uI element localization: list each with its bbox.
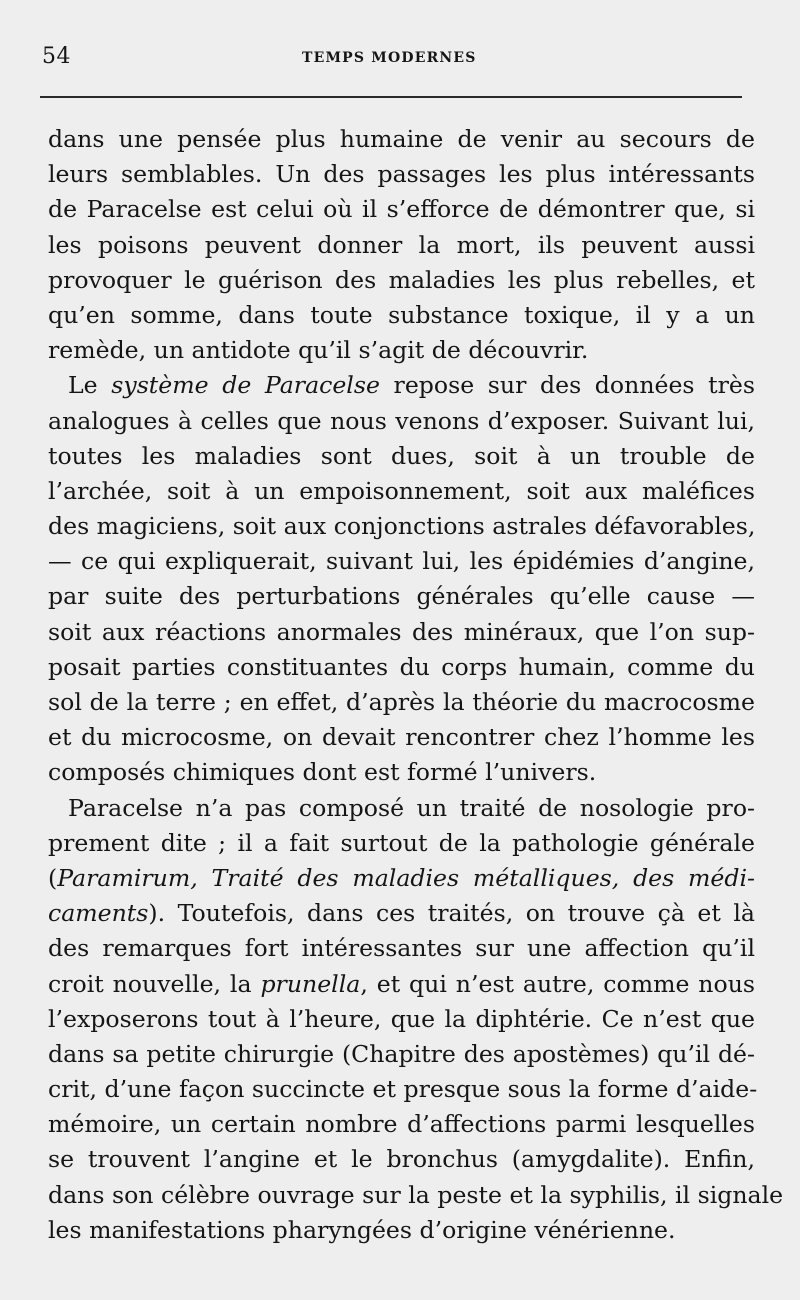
text-line: posait parties constituantes du corps humain, comme du — [48, 652, 755, 681]
paragraph-3 — [48, 791, 784, 1248]
page-number: 54 — [42, 44, 71, 69]
italic-title: caments — [48, 899, 149, 928]
text-line — [48, 368, 755, 403]
text-run: ). Toutefois, dans ces traités, on trouve çà et là — [148, 899, 755, 928]
text-line: remède, un antidote qu’il s’agit de découvrir. — [48, 336, 589, 365]
text-line: les manifestations pharyngées d’origine vénérienne. — [48, 1215, 676, 1244]
text-line: leurs semblables. Un des passages les plus intéressants — [48, 160, 755, 189]
text-line: dans son célèbre ouvrage sur la peste et la syphilis, il signale — [48, 1180, 784, 1209]
italic-title: système de Paracelse — [111, 371, 380, 400]
text-line: soit aux réactions anormales des minéraux, que l’on sup- — [48, 617, 755, 646]
text-line: se trouvent l’angine et le bronchus (amygdalite). Enfin, — [48, 1145, 755, 1174]
header-rule — [40, 96, 742, 98]
body-text — [48, 122, 784, 1248]
text-line: crit, d’une façon succincte et presque sous la forme d’aide- — [48, 1075, 758, 1104]
text-line: toutes les maladies sont dues, soit à un trouble de — [48, 441, 755, 470]
text-run: Le — [68, 371, 112, 400]
page-header — [42, 44, 742, 78]
text-line — [48, 861, 755, 896]
text-line: dans sa petite chirurgie (Chapitre des apostèmes) qu’il dé- — [48, 1039, 755, 1068]
text-line: et du microcosme, on devait rencontrer chez l’homme les — [48, 723, 755, 752]
italic-term: prunella — [260, 969, 361, 998]
text-line: des magiciens, soit aux conjonctions astrales défavorables, — [48, 512, 756, 541]
text-line: prement dite ; il a fait surtout de la pathologie générale — [48, 828, 755, 857]
text-run: ( — [48, 863, 58, 892]
text-line — [48, 967, 755, 1002]
italic-titles: Paramirum, Traité des maladies métalliques, des médi- — [57, 863, 755, 892]
text-line: composés chimiques dont est formé l’univers. — [48, 758, 597, 787]
text-line — [48, 896, 755, 931]
text-run: repose sur des données très — [379, 371, 755, 400]
paragraph-1 — [48, 122, 755, 368]
text-run: croit nouvelle, la — [48, 969, 261, 998]
text-run: , et qui n’est autre, comme nous — [360, 969, 755, 998]
text-line: de Paracelse est celui où il s’efforce de démontrer que, si — [48, 195, 755, 224]
text-line: — ce qui expliquerait, suivant lui, les épidémies d’angine, — [48, 547, 755, 576]
text-line: l’archée, soit à un empoisonnement, soit aux maléfices — [48, 476, 755, 505]
text-line: sol de la terre ; en effet, d’après la théorie du macrocosme — [48, 688, 755, 716]
text-line: provoquer le guérison des maladies les plus rebelles, et — [48, 265, 755, 294]
paragraph-2 — [48, 368, 755, 790]
text-line: par suite des perturbations générales qu’elle cause — — [48, 582, 755, 611]
text-line: les poisons peuvent donner la mort, ils peuvent aussi — [48, 230, 755, 259]
text-line: analogues à celles que nous venons d’exposer. Suivant lui, — [48, 406, 755, 435]
text-line: dans une pensée plus humaine de venir au secours de — [48, 125, 755, 153]
text-line: mémoire, un certain nombre d’affections parmi lesquelles — [48, 1110, 755, 1139]
text-line: des remarques fort intéressantes sur une affection qu’il — [48, 934, 755, 963]
text-line: Paracelse n’a pas composé un traité de nosologie pro- — [68, 793, 755, 822]
text-line: l’exposerons tout à l’heure, que la diphtérie. Ce n’est que — [48, 1004, 755, 1033]
running-head: TEMPS MODERNES — [302, 50, 477, 66]
text-line: qu’en somme, dans toute substance toxique, il y a un — [48, 300, 755, 329]
